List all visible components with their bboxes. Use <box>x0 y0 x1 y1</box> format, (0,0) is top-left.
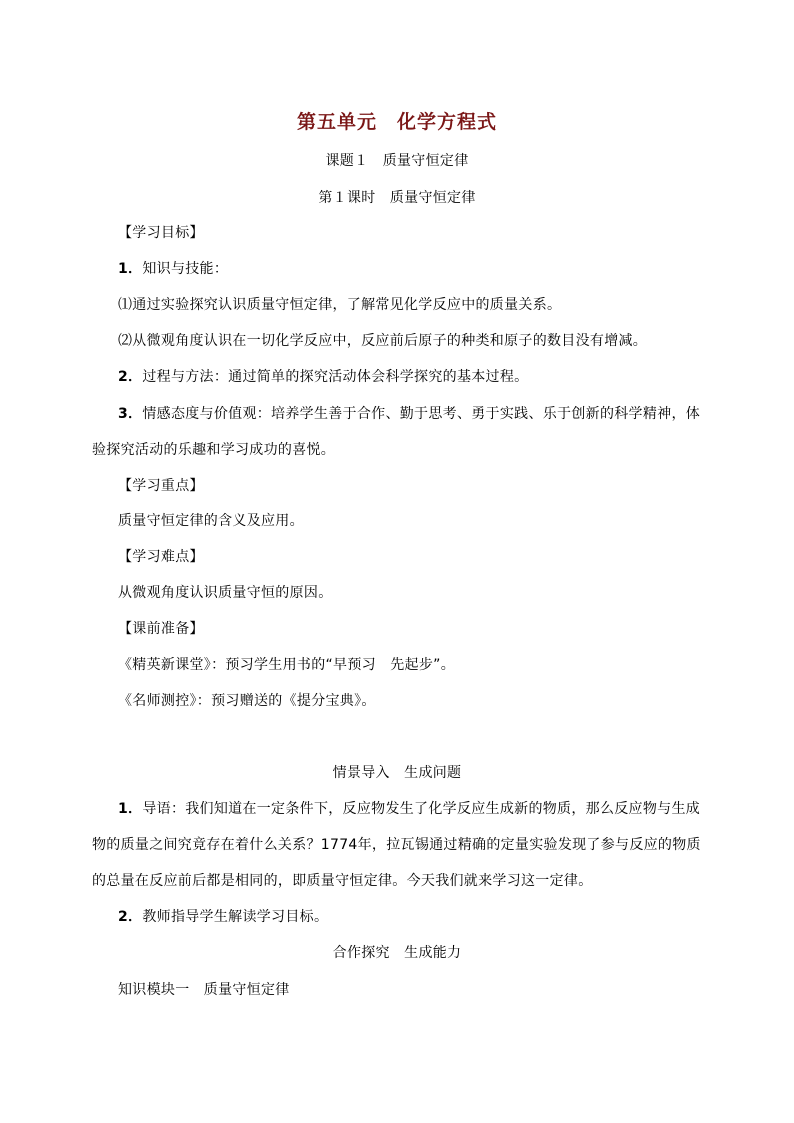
intro-1-text: 导语：我们知道在一定条件下，反应物发生了化学反应生成新的物质，那么反应物与生成 <box>142 801 701 817</box>
prep-item-2: 《名师测控》：预习赠送的《提分宝典》。 <box>118 693 376 709</box>
goal-1-number: 1． <box>118 261 143 277</box>
goal-2-text: 过程与方法：通过简单的探究活动体会科学探究的基本过程。 <box>142 369 529 385</box>
goal-2 <box>118 367 528 387</box>
intro-1-line-2: 物的质量之间究竟存在着什么关系？1774年，拉瓦锡通过精确的定量实验发现了参与反应的物质 <box>92 837 701 853</box>
goal-3-line-2: 验探究活动的乐趣和学习成功的喜悦。 <box>92 442 336 458</box>
goal-3-text: 情感态度与价值观：培养学生善于合作、勤于思考、勇于实践、乐于创新的科学精神，体 <box>142 406 701 422</box>
goal-1b: ⑵从微观角度认识在一切化学反应中，反应前后原子的种类和原子的数目没有增减。 <box>118 333 648 349</box>
intro-2-number: 2． <box>118 909 143 925</box>
goal-2-number: 2． <box>118 369 143 385</box>
key-heading: 【学习重点】 <box>118 478 204 494</box>
unit-title: 第五单元 化学方程式 <box>296 111 497 133</box>
prep-item-1: 《精英新课堂》：预习学生用书的“早预习 先起步”。 <box>118 657 456 673</box>
difficulty-heading: 【学习难点】 <box>118 549 204 565</box>
difficulty-text: 从微观角度认识质量守恒的原因。 <box>118 585 333 601</box>
intro-2 <box>118 907 328 927</box>
period-heading: 第１课时 质量守恒定律 <box>318 190 476 206</box>
intro-1-line-1 <box>118 799 700 819</box>
key-text: 质量守恒定律的含义及应用。 <box>118 513 304 529</box>
intro-heading: 情景导入 生成问题 <box>332 765 462 781</box>
prep-heading: 【课前准备】 <box>118 621 204 637</box>
goal-1a: ⑴通过实验探究认识质量守恒定律，了解常见化学反应中的质量关系。 <box>118 297 562 313</box>
goal-1 <box>118 259 228 279</box>
goals-heading: 【学习目标】 <box>118 225 204 241</box>
module-1-heading: 知识模块一 质量守恒定律 <box>118 982 290 998</box>
intro-2-text: 教师指导学生解读学习目标。 <box>142 909 329 925</box>
lesson-heading: 课题１ 质量守恒定律 <box>325 153 469 169</box>
intro-1-line-3: 的总量在反应前后都是相同的，即质量守恒定律。今天我们就来学习这一定律。 <box>92 873 593 889</box>
goal-3-line-1 <box>118 404 700 424</box>
intro-1-number: 1． <box>118 801 143 817</box>
goal-1-text: 知识与技能： <box>142 261 229 277</box>
coop-heading: 合作探究 生成能力 <box>332 945 462 961</box>
goal-3-number: 3． <box>118 406 143 422</box>
